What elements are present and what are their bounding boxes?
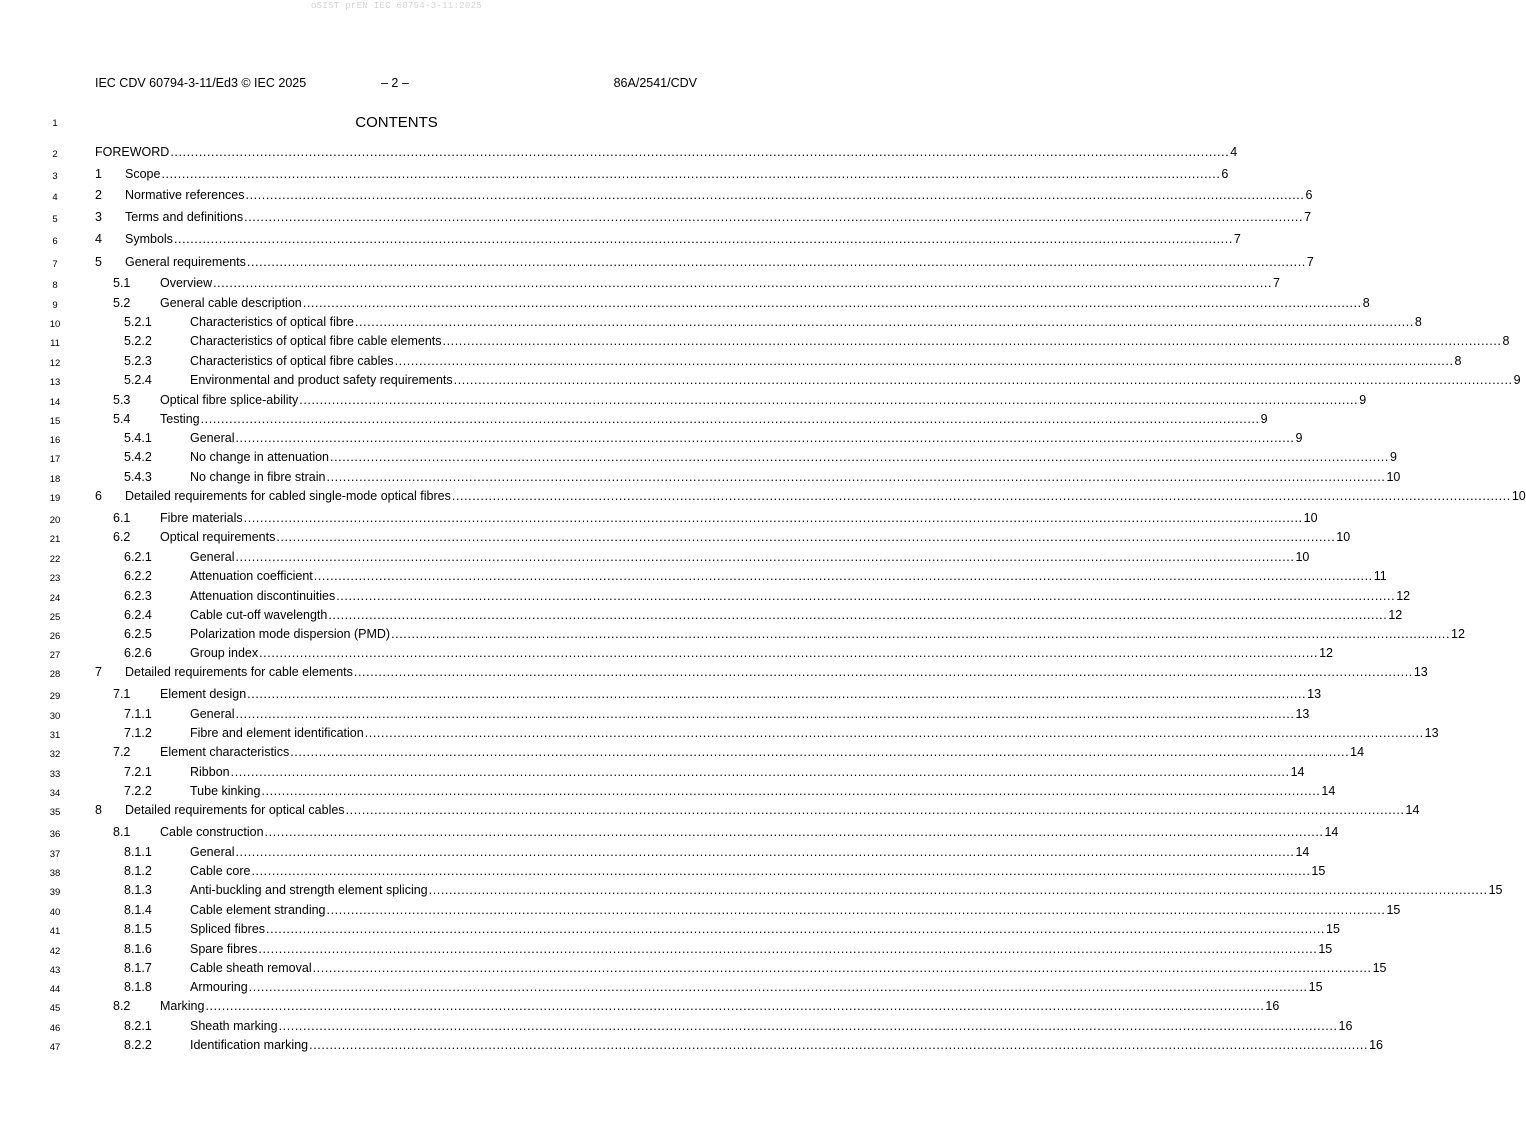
toc-entry-number: 8.1.8: [124, 980, 152, 994]
toc-entry-page: 12: [1451, 627, 1465, 641]
line-number: 44: [49, 984, 61, 995]
line-number: 43: [49, 965, 61, 976]
line-number: 34: [49, 788, 61, 799]
line-number: 42: [49, 946, 61, 957]
toc-entry-number: 8.1.1: [124, 845, 152, 859]
toc-entry[interactable]: [95, 687, 1322, 705]
line-number: 15: [49, 416, 61, 427]
toc-entry-page: 9: [1295, 431, 1303, 445]
toc-entry-title: Optical requirements: [160, 530, 276, 544]
toc-entry-number: 5.2.3: [124, 354, 152, 368]
toc-entry-title: Environmental and product safety requirements: [190, 373, 453, 387]
line-number: 31: [49, 730, 61, 741]
toc-leader-dots: ....................................................................................................................................................................................................................................................................: [451, 489, 1511, 503]
toc-entry-number: 6.2.4: [124, 608, 152, 622]
toc-leader-dots: ....................................................................................................................................................................................................................................................................: [345, 803, 1405, 817]
line-number: 19: [49, 493, 61, 504]
line-number: 16: [49, 435, 61, 446]
toc-entry-title: Characteristics of optical fibre: [190, 315, 354, 329]
toc-entry-number: 6.2.6: [124, 646, 152, 660]
toc-leader-dots: ....................................................................................................................................................................................................................................................................: [170, 145, 1230, 159]
line-number: 8: [52, 280, 58, 291]
toc-leader-dots: ....................................................................................................................................................................................................................................................................: [394, 354, 1454, 368]
toc-entry[interactable]: [95, 232, 1241, 250]
toc-entry[interactable]: [95, 803, 1420, 821]
toc-leader-dots: ....................................................................................................................................................................................................................................................................: [299, 393, 1359, 407]
toc-leader-dots: ....................................................................................................................................................................................................................................................................: [248, 980, 1308, 994]
toc-entry-number: 6.1: [113, 511, 131, 525]
toc-entry[interactable]: [95, 765, 1305, 783]
line-number: 46: [49, 1023, 61, 1034]
line-number: 18: [49, 474, 61, 485]
document-watermark: oSIST prEN IEC 60794-3-11:2025: [310, 1, 483, 11]
page-title: [0, 114, 793, 131]
toc-entry-page: 15: [1318, 942, 1333, 956]
toc-entry-page: 7: [1233, 232, 1241, 246]
line-number: 20: [49, 515, 61, 526]
toc-entry-number: 5: [95, 255, 102, 269]
toc-entry-number: 5.1: [113, 276, 131, 290]
toc-entry[interactable]: [95, 569, 1387, 587]
toc-entry-number: 5.4.1: [124, 431, 152, 445]
toc-entry[interactable]: [95, 373, 1521, 391]
toc-leader-dots: ....................................................................................................................................................................................................................................................................: [235, 707, 1295, 721]
line-number: 47: [49, 1042, 61, 1053]
line-number: 28: [49, 669, 61, 680]
toc-entry-page: 9: [1389, 450, 1397, 464]
toc-entry[interactable]: [95, 980, 1323, 998]
toc-entry-number: 7.2.2: [124, 784, 152, 798]
toc-entry-number: 8.1.7: [124, 961, 152, 975]
toc-entry-title: Optical fibre splice-ability: [160, 393, 299, 407]
toc-entry-title: FOREWORD: [95, 145, 170, 159]
toc-entry-page: 14: [1295, 845, 1310, 859]
toc-entry[interactable]: [95, 942, 1333, 960]
toc-leader-dots: ....................................................................................................................................................................................................................................................................: [235, 431, 1295, 445]
toc-entry-page: 10: [1303, 511, 1318, 525]
toc-entry-number: 8.2.2: [124, 1038, 152, 1052]
toc-leader-dots: ....................................................................................................................................................................................................................................................................: [290, 745, 1350, 759]
toc-entry-title: Sheath marking: [190, 1019, 278, 1033]
toc-entry-number: 6.2.2: [124, 569, 152, 583]
toc-entry-title: Cable core: [190, 864, 251, 878]
toc-entry-number: 7.2: [113, 745, 131, 759]
toc-entry-title: Element design: [160, 687, 247, 701]
toc-entry-number: 5.2: [113, 296, 131, 310]
page-title-text: CONTENTS: [355, 114, 438, 131]
toc-entry-title: Spliced fibres: [190, 922, 266, 936]
toc-entry-page: 8: [1362, 296, 1370, 310]
toc-entry-page: 4: [1230, 145, 1238, 159]
toc-entry[interactable]: [95, 825, 1339, 843]
line-number: 23: [49, 573, 61, 584]
toc-entry-page: 15: [1326, 922, 1340, 936]
toc-entry-page: 9: [1513, 373, 1521, 387]
toc-entry-page: 15: [1488, 883, 1503, 897]
toc-entry[interactable]: [95, 188, 1313, 206]
toc-entry-number: 7: [95, 665, 102, 679]
toc-entry-page: 16: [1369, 1038, 1383, 1052]
toc-entry-title: General: [190, 845, 235, 859]
toc-entry-page: 10: [1336, 530, 1351, 544]
toc-leader-dots: ....................................................................................................................................................................................................................................................................: [245, 188, 1305, 202]
line-number: 1: [52, 118, 58, 129]
toc-entry[interactable]: [95, 707, 1310, 725]
toc-leader-dots: ....................................................................................................................................................................................................................................................................: [205, 999, 1265, 1013]
toc-entry-title: Detailed requirements for cabled single-mode optical fibres: [125, 489, 451, 503]
toc-entry-page: 7: [1304, 210, 1312, 224]
toc-entry-title: Fibre and element identification: [190, 726, 364, 740]
toc-entry-page: 9: [1359, 393, 1367, 407]
toc-entry-number: 7.1.2: [124, 726, 152, 740]
toc-entry-page: 8: [1502, 334, 1510, 348]
toc-entry[interactable]: [95, 922, 1340, 940]
toc-entry-page: 14: [1290, 765, 1305, 779]
line-number: 10: [49, 319, 61, 330]
toc-entry-title: Cable cut-off wavelength: [190, 608, 328, 622]
toc-entry[interactable]: [95, 470, 1401, 488]
toc-entry[interactable]: [95, 210, 1312, 228]
toc-leader-dots: ....................................................................................................................................................................................................................................................................: [391, 627, 1451, 641]
toc-entry-page: 12: [1388, 608, 1403, 622]
line-number: 22: [49, 554, 61, 565]
toc-leader-dots: ....................................................................................................................................................................................................................................................................: [251, 864, 1311, 878]
toc-entry-number: 8.1: [113, 825, 131, 839]
toc-entry-page: 14: [1405, 803, 1420, 817]
line-number: 27: [49, 650, 61, 661]
toc-entry-number: 6.2.3: [124, 589, 152, 603]
toc-entry-page: 15: [1308, 980, 1323, 994]
line-number: 45: [49, 1003, 61, 1014]
toc-entry[interactable]: [95, 550, 1310, 568]
toc-entry[interactable]: [95, 883, 1503, 901]
toc-entry-number: 7.1.1: [124, 707, 152, 721]
toc-entry-title: Element characteristics: [160, 745, 290, 759]
toc-leader-dots: ....................................................................................................................................................................................................................................................................: [173, 232, 1233, 246]
toc-entry-title: Cable construction: [160, 825, 264, 839]
toc-entry-number: 8.1.3: [124, 883, 152, 897]
toc-entry-number: 1: [95, 167, 102, 181]
toc-entry-page: 6: [1221, 167, 1229, 181]
toc-entry-page: 10: [1511, 489, 1526, 503]
toc-entry[interactable]: [95, 255, 1314, 273]
toc-entry-page: 12: [1319, 646, 1333, 660]
toc-entry-page: 13: [1424, 726, 1439, 740]
toc-entry[interactable]: [95, 589, 1411, 607]
toc-leader-dots: ....................................................................................................................................................................................................................................................................: [235, 845, 1295, 859]
toc-entry[interactable]: [95, 745, 1365, 763]
toc-entry-title: General cable description: [160, 296, 302, 310]
line-number: 37: [49, 849, 61, 860]
toc-entry-number: 6.2: [113, 530, 131, 544]
toc-entry-title: General: [190, 707, 235, 721]
toc-entry-page: 14: [1324, 825, 1339, 839]
toc-entry-number: 8.2: [113, 999, 131, 1013]
toc-entry[interactable]: [95, 903, 1401, 921]
toc-entry-page: 15: [1372, 961, 1387, 975]
toc-entry-number: 5.4: [113, 412, 131, 426]
line-number: 12: [49, 358, 61, 369]
toc-entry-number: 5.2.1: [124, 315, 152, 329]
toc-entry-title: Armouring: [190, 980, 248, 994]
toc-leader-dots: ....................................................................................................................................................................................................................................................................: [312, 961, 1372, 975]
toc-leader-dots: ....................................................................................................................................................................................................................................................................: [328, 608, 1388, 622]
toc-entry-title: Scope: [125, 167, 161, 181]
toc-leader-dots: ....................................................................................................................................................................................................................................................................: [276, 530, 1336, 544]
header-page-number: – 2 –: [381, 76, 409, 90]
toc-entry-number: 7.1: [113, 687, 131, 701]
line-number: 39: [49, 887, 61, 898]
toc-leader-dots: ....................................................................................................................................................................................................................................................................: [246, 255, 1306, 269]
line-number: 29: [49, 691, 61, 702]
toc-entry-title: Cable sheath removal: [190, 961, 312, 975]
toc-entry-number: 2: [95, 188, 102, 202]
line-number: 30: [49, 711, 61, 722]
toc-leader-dots: ....................................................................................................................................................................................................................................................................: [302, 296, 1362, 310]
toc-entry[interactable]: [95, 296, 1370, 314]
toc-entry-page: 16: [1338, 1019, 1353, 1033]
toc-entry[interactable]: [95, 489, 1526, 507]
toc-entry-number: 6: [95, 489, 102, 503]
toc-entry-number: 5.3: [113, 393, 131, 407]
toc-entry-title: Tube kinking: [190, 784, 261, 798]
toc-leader-dots: ....................................................................................................................................................................................................................................................................: [326, 470, 1386, 484]
toc-entry[interactable]: [95, 1019, 1353, 1037]
toc-entry-title: Characteristics of optical fibre cable elements: [190, 334, 442, 348]
toc-entry-title: No change in fibre strain: [190, 470, 326, 484]
toc-entry[interactable]: [95, 961, 1387, 979]
toc-entry[interactable]: [95, 1038, 1383, 1056]
toc-entry-title: Ribbon: [190, 765, 230, 779]
toc-entry-page: 8: [1454, 354, 1462, 368]
toc-entry-title: Fibre materials: [160, 511, 243, 525]
toc-leader-dots: ....................................................................................................................................................................................................................................................................: [243, 511, 1303, 525]
toc-entry-page: 10: [1295, 550, 1310, 564]
toc-entry-number: 8.2.1: [124, 1019, 152, 1033]
toc-entry-number: 3: [95, 210, 102, 224]
toc-entry-number: 5.2.2: [124, 334, 152, 348]
toc-entry-page: 14: [1321, 784, 1336, 798]
toc-entry-page: 7: [1306, 255, 1314, 269]
toc-leader-dots: ....................................................................................................................................................................................................................................................................: [428, 883, 1488, 897]
toc-entry[interactable]: [95, 393, 1367, 411]
toc-entry-title: General: [190, 550, 235, 564]
line-number: 38: [49, 868, 61, 879]
toc-entry-number: 6.2.1: [124, 550, 152, 564]
toc-entry-number: 5.4.3: [124, 470, 152, 484]
toc-entry-title: Spare fibres: [190, 942, 258, 956]
toc-leader-dots: ....................................................................................................................................................................................................................................................................: [200, 412, 1260, 426]
toc-leader-dots: ....................................................................................................................................................................................................................................................................: [353, 665, 1413, 679]
line-number: 40: [49, 907, 61, 918]
line-number: 7: [52, 259, 58, 270]
toc-entry-page: 8: [1414, 315, 1422, 329]
toc-entry[interactable]: [95, 665, 1428, 683]
toc-leader-dots: ....................................................................................................................................................................................................................................................................: [259, 646, 1319, 660]
toc-entry-title: Cable element stranding: [190, 903, 326, 917]
toc-entry-number: 4: [95, 232, 102, 246]
toc-entry[interactable]: [95, 646, 1333, 664]
toc-entry-title: Detailed requirements for cable elements: [125, 665, 353, 679]
toc-entry-title: Symbols: [125, 232, 173, 246]
toc-entry-title: Characteristics of optical fibre cables: [190, 354, 394, 368]
toc-entry[interactable]: [95, 530, 1351, 548]
toc-entry-page: 9: [1260, 412, 1268, 426]
toc-entry-number: 8.1.4: [124, 903, 152, 917]
toc-leader-dots: ....................................................................................................................................................................................................................................................................: [264, 825, 1324, 839]
toc-entry-page: 13: [1307, 687, 1322, 701]
toc-entry-page: 10: [1386, 470, 1401, 484]
toc-leader-dots: ....................................................................................................................................................................................................................................................................: [161, 167, 1221, 181]
toc-leader-dots: ....................................................................................................................................................................................................................................................................: [354, 315, 1414, 329]
toc-entry-title: Normative references: [125, 188, 245, 202]
toc-entry-page: 6: [1305, 188, 1313, 202]
toc-entry[interactable]: [95, 511, 1318, 529]
line-number: 6: [52, 236, 58, 247]
toc-entry[interactable]: [95, 412, 1268, 430]
toc-leader-dots: ....................................................................................................................................................................................................................................................................: [330, 450, 1389, 464]
toc-entry[interactable]: [95, 450, 1397, 468]
line-number: 2: [52, 149, 58, 160]
line-number: 32: [49, 749, 61, 760]
toc-entry[interactable]: [95, 276, 1280, 294]
toc-leader-dots: ....................................................................................................................................................................................................................................................................: [244, 210, 1304, 224]
line-number: 33: [49, 769, 61, 780]
toc-leader-dots: ....................................................................................................................................................................................................................................................................: [364, 726, 1424, 740]
line-number: 13: [49, 377, 61, 388]
toc-entry[interactable]: [95, 864, 1326, 882]
line-number: 26: [49, 631, 61, 642]
toc-entry-number: 7.2.1: [124, 765, 152, 779]
toc-entry-number: 5.2.4: [124, 373, 152, 387]
toc-entry-number: 8.1.2: [124, 864, 152, 878]
toc-entry-number: 8.1.6: [124, 942, 152, 956]
toc-entry-title: No change in attenuation: [190, 450, 329, 464]
toc-entry[interactable]: [95, 608, 1403, 626]
line-number: 36: [49, 829, 61, 840]
toc-entry-number: 6.2.5: [124, 627, 152, 641]
toc-entry-title: General requirements: [125, 255, 246, 269]
toc-leader-dots: ....................................................................................................................................................................................................................................................................: [213, 276, 1273, 290]
toc-entry-number: 8: [95, 803, 102, 817]
toc-entry-title: Polarization mode dispersion (PMD): [190, 627, 391, 641]
toc-leader-dots: ....................................................................................................................................................................................................................................................................: [230, 765, 1290, 779]
header-reference: 86A/2541/CDV: [613, 76, 697, 90]
toc-entry[interactable]: [95, 334, 1510, 352]
toc-entry-number: 5.4.2: [124, 450, 152, 464]
line-number: 11: [50, 338, 60, 349]
toc-entry-page: 13: [1413, 665, 1428, 679]
toc-entry-title: Attenuation discontinuities: [190, 589, 336, 603]
toc-entry-title: Overview: [160, 276, 213, 290]
toc-entry[interactable]: [95, 627, 1465, 645]
toc-leader-dots: ....................................................................................................................................................................................................................................................................: [326, 903, 1386, 917]
toc-entry-title: Attenuation coefficient: [190, 569, 313, 583]
toc-entry-page: 14: [1350, 745, 1365, 759]
line-number: 4: [52, 192, 58, 203]
toc-leader-dots: ....................................................................................................................................................................................................................................................................: [235, 550, 1295, 564]
toc-entry[interactable]: [95, 354, 1462, 372]
toc-entry-page: 15: [1386, 903, 1401, 917]
toc-entry-title: Detailed requirements for optical cables: [125, 803, 345, 817]
toc-entry-page: 11: [1373, 569, 1387, 583]
toc-entry-page: 13: [1295, 707, 1310, 721]
toc-entry-title: Testing: [160, 412, 200, 426]
toc-leader-dots: ....................................................................................................................................................................................................................................................................: [442, 334, 1502, 348]
toc-entry[interactable]: [95, 145, 1238, 163]
line-number: 3: [52, 171, 58, 182]
line-number: 21: [49, 534, 61, 545]
line-number: 17: [49, 454, 61, 465]
header-document-id: IEC CDV 60794-3-11/Ed3 © IEC 2025: [95, 76, 307, 90]
toc-entry[interactable]: [95, 999, 1280, 1017]
toc-leader-dots: ....................................................................................................................................................................................................................................................................: [453, 373, 1513, 387]
toc-entry-page: 15: [1311, 864, 1326, 878]
toc-entry-title: Terms and definitions: [125, 210, 244, 224]
toc-entry[interactable]: [95, 784, 1336, 802]
toc-entry[interactable]: [95, 315, 1422, 333]
toc-leader-dots: ....................................................................................................................................................................................................................................................................: [258, 942, 1318, 956]
toc-entry-page: 16: [1265, 999, 1280, 1013]
toc-entry-title: Marking: [160, 999, 205, 1013]
toc-leader-dots: ....................................................................................................................................................................................................................................................................: [313, 569, 1373, 583]
toc-entry-number: 8.1.5: [124, 922, 152, 936]
line-number: 25: [49, 612, 61, 623]
toc-entry[interactable]: [95, 167, 1229, 185]
toc-leader-dots: ....................................................................................................................................................................................................................................................................: [247, 687, 1307, 701]
toc-leader-dots: ....................................................................................................................................................................................................................................................................: [261, 784, 1321, 798]
toc-leader-dots: ....................................................................................................................................................................................................................................................................: [278, 1019, 1338, 1033]
line-number: 41: [49, 926, 61, 937]
line-number: 35: [49, 807, 61, 818]
toc-entry-title: Group index: [190, 646, 259, 660]
toc-entry[interactable]: [95, 726, 1439, 744]
toc-entry-title: Identification marking: [190, 1038, 309, 1052]
line-number: 9: [52, 300, 58, 311]
toc-entry-page: 12: [1396, 589, 1411, 603]
line-number: 5: [52, 214, 58, 225]
toc-entry[interactable]: [95, 431, 1303, 449]
toc-entry-title: Anti-buckling and strength element splicing: [190, 883, 428, 897]
toc-entry-page: 7: [1273, 276, 1280, 290]
line-number: 14: [49, 397, 61, 408]
toc-leader-dots: ....................................................................................................................................................................................................................................................................: [336, 589, 1396, 603]
toc-entry-title: General: [190, 431, 235, 445]
toc-leader-dots: ....................................................................................................................................................................................................................................................................: [309, 1038, 1369, 1052]
toc-entry[interactable]: [95, 845, 1310, 863]
toc-leader-dots: ....................................................................................................................................................................................................................................................................: [266, 922, 1325, 936]
line-number: 24: [49, 593, 61, 604]
